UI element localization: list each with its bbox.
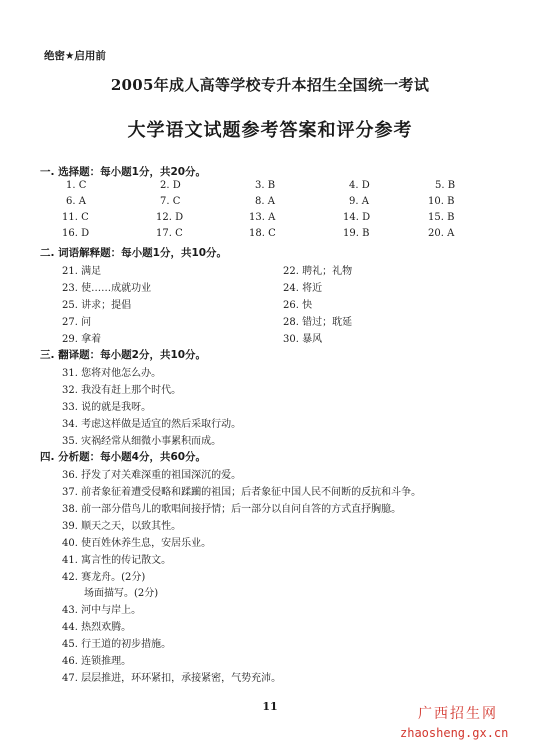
answer-item: 11. C bbox=[62, 212, 89, 223]
section-heading-choice: 一. 选择题：每小题1分，共20分。 bbox=[40, 166, 207, 178]
section-heading-translation: 三. 翻译题：每小题2分，共10分。 bbox=[40, 349, 207, 361]
answer-item: 18. C bbox=[249, 228, 276, 239]
answer-item: 34. 考虑这样做是适宜的然后采取行动。 bbox=[62, 419, 242, 430]
answer-item: 15. B bbox=[428, 212, 455, 223]
answer-item: 43. 河中与岸上。 bbox=[62, 605, 142, 616]
answer-item: 39. 顺天之天，以致其性。 bbox=[62, 521, 182, 532]
answer-item: 4. D bbox=[349, 180, 370, 191]
section-heading-analysis: 四. 分析题：每小题4分，共60分。 bbox=[40, 451, 207, 463]
watermark-url: zhaosheng.gx.cn bbox=[400, 726, 509, 740]
answer-item: 47. 层层推进，环环紧扣，承接紧密，气势充沛。 bbox=[62, 673, 282, 684]
answer-row bbox=[0, 212, 540, 226]
answer-item: 46. 连锁推理。 bbox=[62, 656, 132, 667]
section-heading-vocab: 二. 词语解释题：每小题1分，共10分。 bbox=[40, 247, 228, 259]
answer-item: 42. 赛龙舟。(2分) bbox=[62, 572, 146, 583]
answer-item: 24. 将近 bbox=[283, 283, 323, 294]
exam-title: 2005年成人高等学校专升本招生全国统一考试 bbox=[110, 76, 430, 94]
answer-item: 2. D bbox=[160, 180, 181, 191]
answer-item: 17. C bbox=[156, 228, 183, 239]
answer-item: 28. 错过；耽延 bbox=[283, 317, 353, 328]
answer-item: 41. 寓言性的传记散文。 bbox=[62, 555, 172, 566]
answer-row bbox=[0, 228, 540, 242]
answer-item: 35. 灾祸经常从细微小事累积而成。 bbox=[62, 436, 222, 447]
answer-subitem: 场面描写。(2分) bbox=[84, 588, 159, 599]
answer-item: 23. 使……成就功业 bbox=[62, 283, 152, 294]
answer-item: 45. 行王道的初步措施。 bbox=[62, 639, 172, 650]
answer-item: 40. 使百姓休养生息，安居乐业。 bbox=[62, 538, 212, 549]
answer-item: 32. 我没有赶上那个时代。 bbox=[62, 385, 182, 396]
answer-row bbox=[0, 296, 540, 310]
answer-item: 26. 快 bbox=[283, 300, 313, 311]
answer-item: 29. 拿着 bbox=[62, 334, 102, 345]
watermark-site-name: 广西招生网 bbox=[418, 706, 498, 722]
answer-item: 21. 满足 bbox=[62, 266, 102, 277]
answer-item: 33. 说的就是我呀。 bbox=[62, 402, 152, 413]
answer-item: 36. 抒发了对关难深重的祖国深沉的爱。 bbox=[62, 470, 242, 481]
answer-row bbox=[0, 313, 540, 327]
answer-item: 44. 热烈欢腾。 bbox=[62, 622, 132, 633]
answer-item: 8. A bbox=[255, 196, 275, 207]
answer-item: 1. C bbox=[66, 180, 87, 191]
answer-item: 6. A bbox=[66, 196, 86, 207]
answer-item: 14. D bbox=[343, 212, 371, 223]
answer-item: 10. B bbox=[428, 196, 455, 207]
answer-item: 38. 前一部分借鸟儿的歌唱间接抒情；后一部分以自问自答的方式直抒胸臆。 bbox=[62, 504, 402, 515]
answer-item: 19. B bbox=[343, 228, 370, 239]
answer-item: 9. A bbox=[349, 196, 369, 207]
answer-item: 31. 您将对他怎么办。 bbox=[62, 368, 162, 379]
answer-row bbox=[0, 262, 540, 276]
answer-item: 25. 讲求；提倡 bbox=[62, 300, 132, 311]
answer-item: 16. D bbox=[62, 228, 90, 239]
confidential-label: 绝密★启用前 bbox=[44, 50, 106, 62]
page-number: 11 bbox=[262, 700, 278, 713]
answer-item: 20. A bbox=[428, 228, 455, 239]
answer-item: 7. C bbox=[160, 196, 181, 207]
answer-item: 3. B bbox=[255, 180, 276, 191]
document-title: 大学语文试题参考答案和评分参考 bbox=[127, 120, 413, 141]
answer-row bbox=[0, 330, 540, 344]
answer-item: 37. 前者象征着遭受侵略和蹂躏的祖国；后者象征中国人民不间断的反抗和斗争。 bbox=[62, 487, 422, 498]
answer-item: 30. 暴风 bbox=[283, 334, 323, 345]
answer-row bbox=[0, 279, 540, 293]
answer-item: 12. D bbox=[156, 212, 184, 223]
answer-item: 5. B bbox=[435, 180, 456, 191]
answer-row bbox=[0, 180, 540, 194]
answer-item: 22. 聘礼；礼物 bbox=[283, 266, 353, 277]
answer-row bbox=[0, 196, 540, 210]
answer-item: 13. A bbox=[249, 212, 276, 223]
answer-item: 27. 问 bbox=[62, 317, 92, 328]
